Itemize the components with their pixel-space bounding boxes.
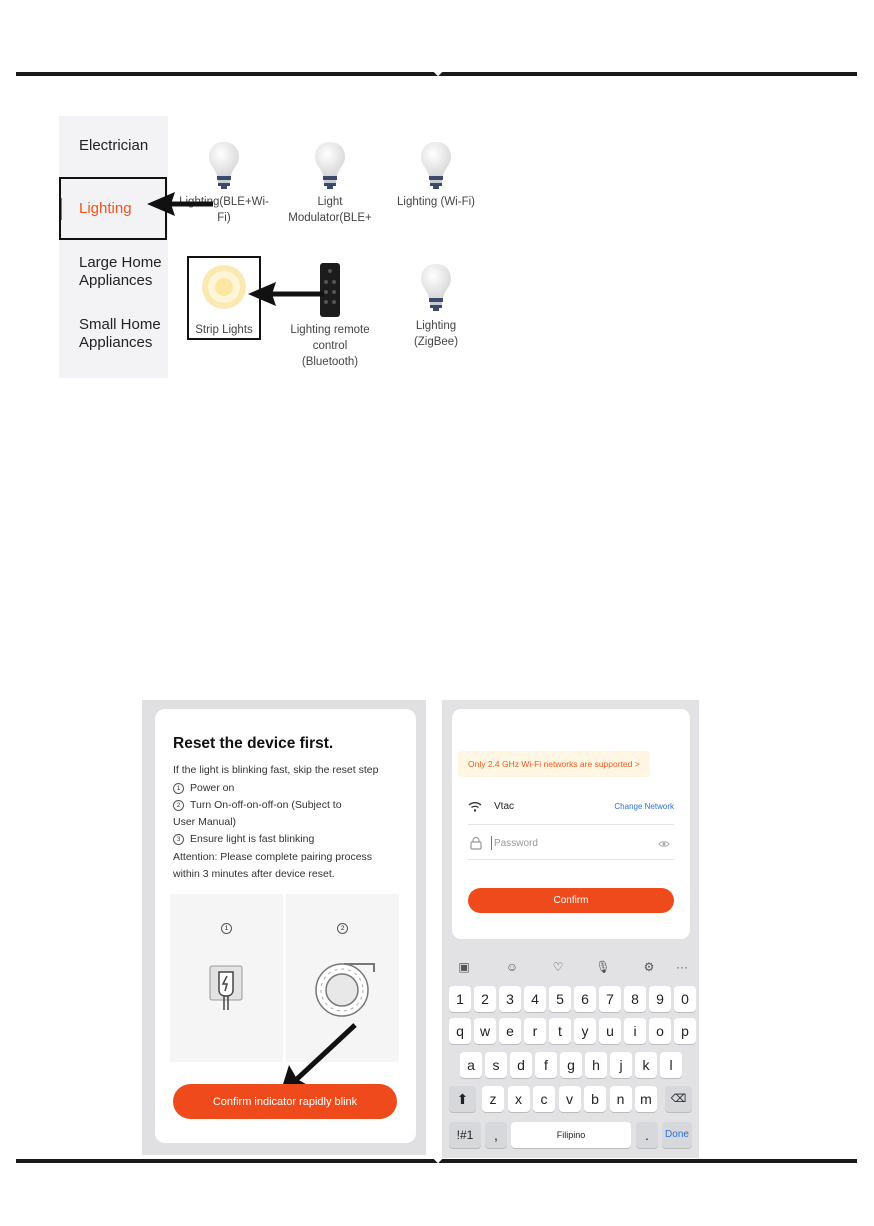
divider: [468, 824, 674, 825]
bottom-divider: [16, 1159, 857, 1163]
key-0[interactable]: 0: [674, 986, 696, 1012]
reset-title: Reset the device first.: [173, 735, 334, 752]
key-s[interactable]: s: [485, 1052, 507, 1078]
key-g[interactable]: g: [560, 1052, 582, 1078]
product-label: Lighting remote control (Bluetooth): [290, 324, 370, 368]
reset-step-2-cont: User Manual): [173, 816, 237, 828]
key-i[interactable]: i: [624, 1018, 646, 1044]
key-6[interactable]: 6: [574, 986, 596, 1012]
key-7[interactable]: 7: [599, 986, 621, 1012]
sticker-icon[interactable]: ▣: [458, 960, 470, 974]
shift-key[interactable]: ⬆: [449, 1086, 476, 1112]
wifi-setup-card: [452, 709, 690, 939]
show-password-icon[interactable]: [658, 840, 670, 848]
emoji-icon[interactable]: ☺: [505, 960, 519, 974]
change-network-link[interactable]: Change Network: [614, 802, 674, 811]
key-p[interactable]: p: [674, 1018, 696, 1044]
key-t[interactable]: t: [549, 1018, 571, 1044]
product-lighting-zigbee[interactable]: [388, 262, 484, 350]
comma-key[interactable]: ,: [485, 1122, 507, 1148]
bulb-icon: [313, 140, 347, 192]
product-label: Lighting (ZigBee): [413, 320, 459, 348]
keyboard: [447, 956, 697, 1156]
key-u[interactable]: u: [599, 1018, 621, 1044]
key-f[interactable]: f: [535, 1052, 557, 1078]
done-key[interactable]: Done: [662, 1122, 692, 1148]
key-y[interactable]: y: [574, 1018, 596, 1044]
pointer-arrow-icon: [145, 186, 215, 226]
key-4[interactable]: 4: [524, 986, 546, 1012]
product-label: Lighting (Wi-Fi): [397, 196, 475, 208]
backspace-key[interactable]: ⌫: [665, 1086, 692, 1112]
symbols-key[interactable]: !#1: [449, 1122, 481, 1148]
password-row: [468, 837, 674, 851]
key-k[interactable]: k: [635, 1052, 657, 1078]
category-small-home-appliances[interactable]: Small Home Appliances: [79, 316, 161, 351]
microphone-icon[interactable]: 🎙: [595, 960, 611, 974]
bulb-icon: [419, 140, 453, 192]
reset-step-1: [173, 782, 234, 794]
product-label: Lighting(BLE+Wi-Fi): [179, 196, 269, 224]
reset-attention-cont: within 3 minutes after device reset.: [173, 868, 335, 880]
confirm-button[interactable]: Confirm: [468, 888, 674, 913]
product-label: Strip Lights: [195, 324, 253, 336]
reset-device-card: [155, 709, 416, 1143]
key-z[interactable]: z: [482, 1086, 504, 1112]
key-x[interactable]: x: [508, 1086, 530, 1112]
step-number: 1: [221, 923, 232, 934]
product-lighting-wifi[interactable]: [388, 140, 484, 210]
key-c[interactable]: c: [533, 1086, 555, 1112]
key-r[interactable]: r: [524, 1018, 546, 1044]
key-o[interactable]: o: [649, 1018, 671, 1044]
network-name: Vtac: [494, 801, 515, 812]
bulb-icon: [419, 262, 453, 314]
key-q[interactable]: q: [449, 1018, 471, 1044]
key-w[interactable]: w: [474, 1018, 496, 1044]
reset-step-3: [173, 833, 314, 845]
top-divider: [16, 72, 857, 76]
pointer-arrow-icon: [246, 279, 326, 313]
wifi-notice[interactable]: Only 2.4 GHz Wi-Fi networks are supported >: [458, 751, 650, 777]
strip-light-reel-icon: [314, 958, 378, 1018]
key-2[interactable]: 2: [474, 986, 496, 1012]
key-e[interactable]: e: [499, 1018, 521, 1044]
key-3[interactable]: 3: [499, 986, 521, 1012]
category-electrician[interactable]: Electrician: [79, 137, 149, 154]
password-input[interactable]: Password: [494, 838, 538, 849]
lock-icon: [470, 837, 482, 850]
step-text: Ensure light is fast blinking: [190, 833, 315, 845]
key-h[interactable]: h: [585, 1052, 607, 1078]
key-1[interactable]: 1: [449, 986, 471, 1012]
step-number: 2: [173, 800, 184, 811]
divider: [468, 859, 674, 860]
bulb-icon: [207, 140, 241, 192]
step-number: 2: [337, 923, 348, 934]
step-number: 3: [173, 834, 184, 845]
key-a[interactable]: a: [460, 1052, 482, 1078]
period-key[interactable]: .: [636, 1122, 658, 1148]
key-m[interactable]: m: [635, 1086, 657, 1112]
product-label: Light Modulator(BLE+: [288, 196, 372, 224]
step-number: 1: [173, 783, 184, 794]
space-key[interactable]: Filipino: [511, 1122, 631, 1148]
key-9[interactable]: 9: [649, 986, 671, 1012]
reset-instruction: If the light is blinking fast, skip the reset step: [173, 764, 379, 776]
step-text: Power on: [190, 782, 235, 794]
key-l[interactable]: l: [660, 1052, 682, 1078]
key-v[interactable]: v: [559, 1086, 581, 1112]
settings-icon[interactable]: ⚙: [643, 960, 655, 974]
category-large-home-appliances[interactable]: Large Home Appliances: [79, 254, 162, 289]
power-plug-icon: [208, 964, 244, 1012]
category-lighting[interactable]: Lighting: [79, 200, 132, 217]
key-d[interactable]: d: [510, 1052, 532, 1078]
confirm-indicator-button[interactable]: Confirm indicator rapidly blink: [173, 1084, 397, 1119]
key-j[interactable]: j: [610, 1052, 632, 1078]
key-b[interactable]: b: [584, 1086, 606, 1112]
key-5[interactable]: 5: [549, 986, 571, 1012]
key-8[interactable]: 8: [624, 986, 646, 1012]
wifi-icon: [468, 801, 482, 812]
product-light-modulator[interactable]: [282, 140, 378, 226]
step-text: Turn On-off-on-off-on (Subject to: [190, 799, 342, 811]
heart-icon[interactable]: ♡: [552, 960, 564, 974]
more-icon[interactable]: ···: [676, 960, 688, 974]
reset-attention: Attention: Please complete pairing process: [173, 851, 373, 863]
reset-step-2: [173, 799, 342, 811]
text-cursor: [491, 836, 492, 850]
key-n[interactable]: n: [610, 1086, 632, 1112]
